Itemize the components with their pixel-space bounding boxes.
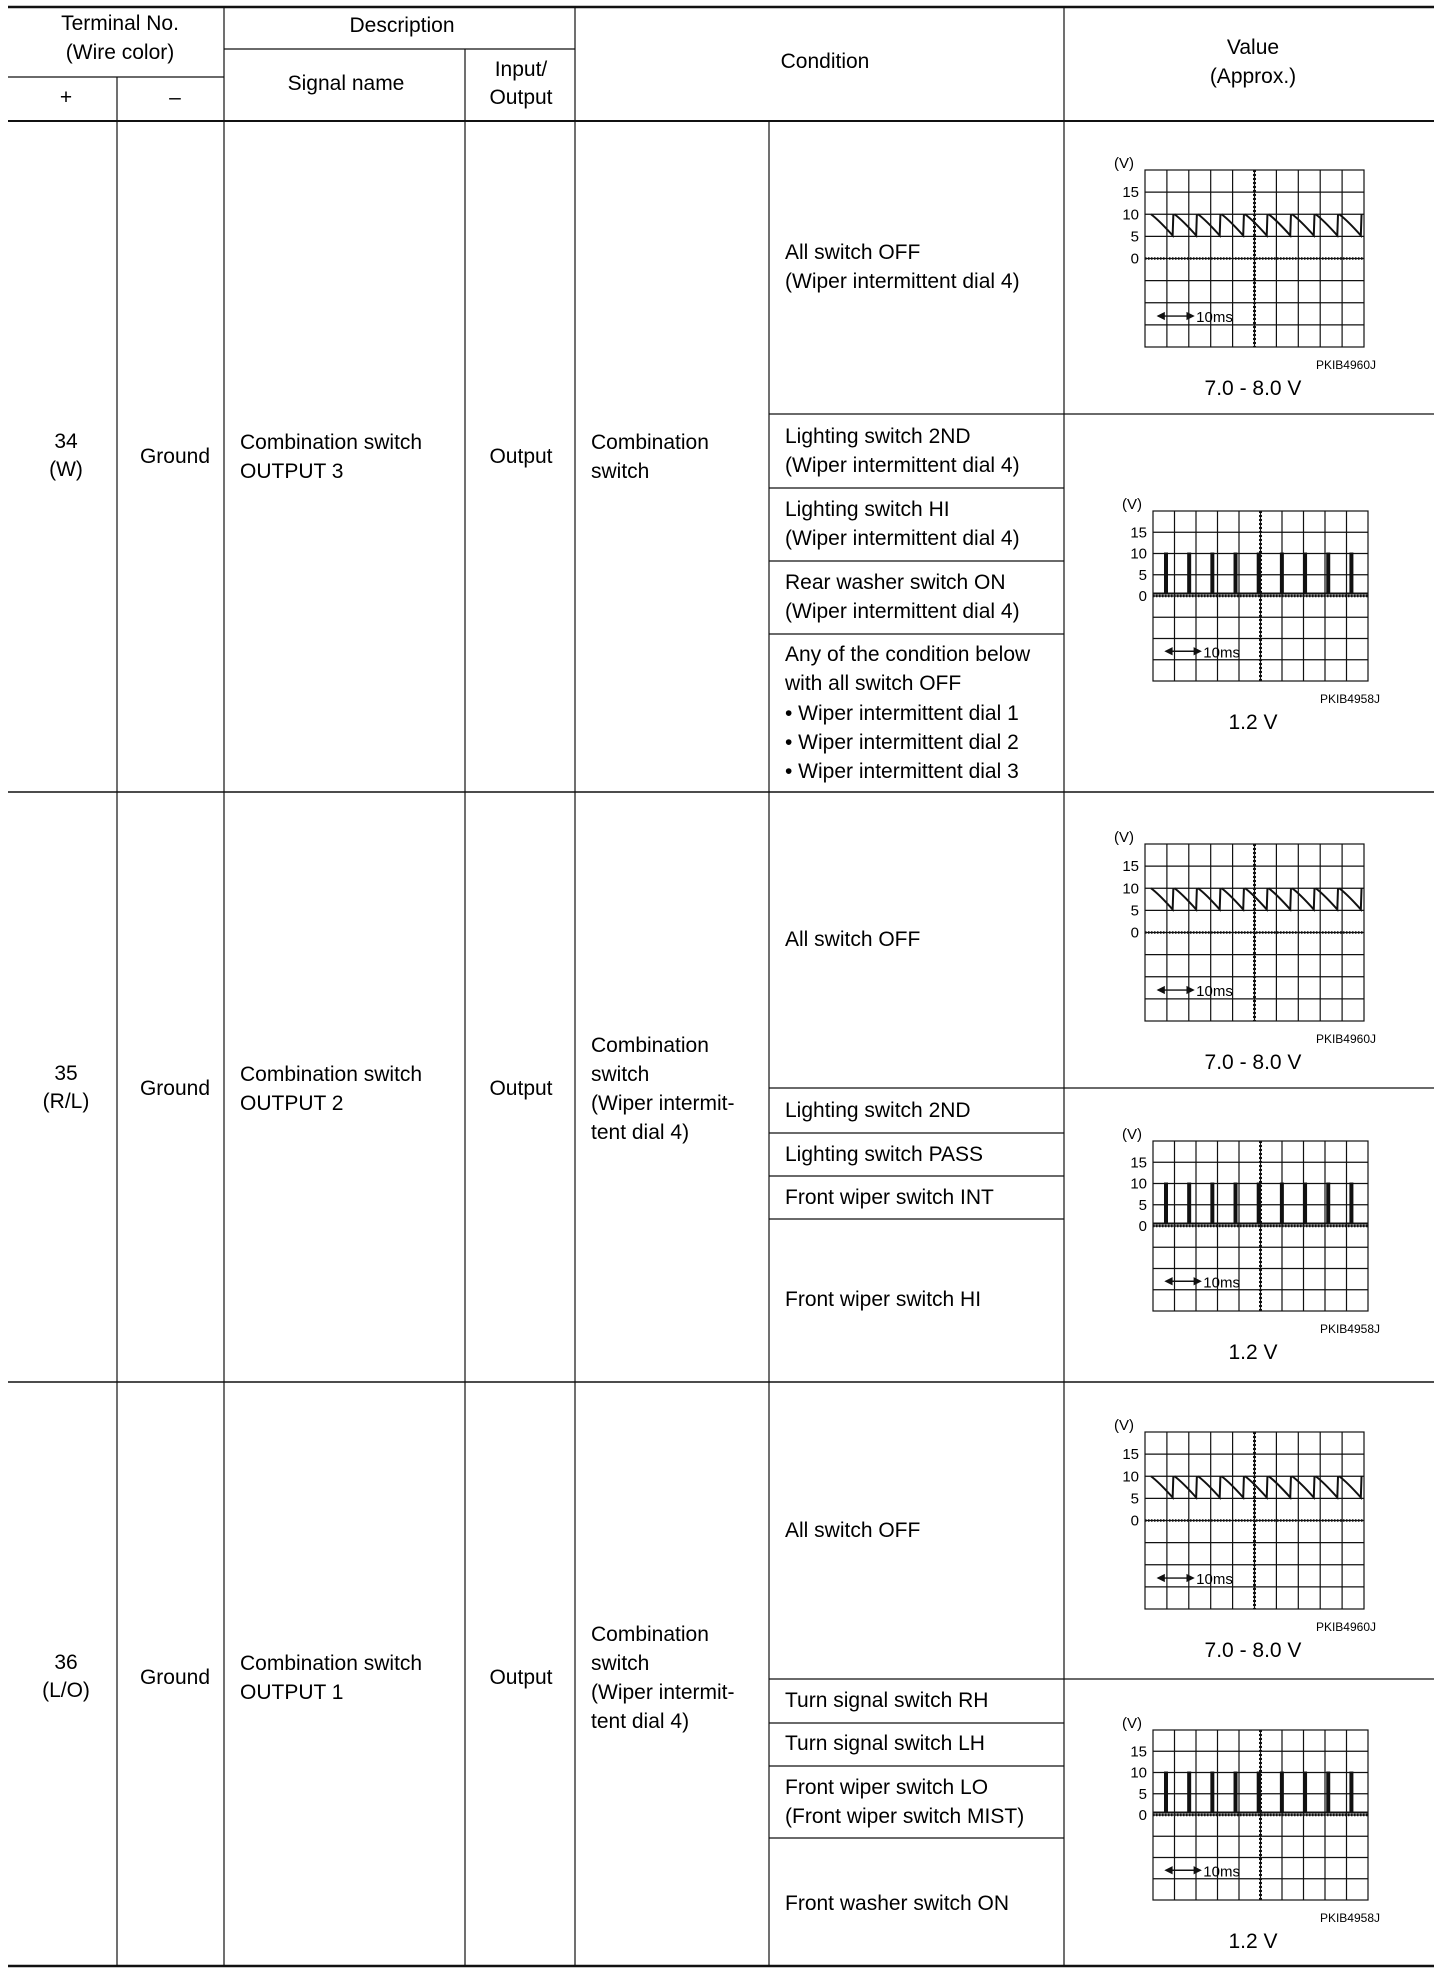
signal-name: Combination switch	[240, 1063, 423, 1086]
waveform-figure	[1122, 1126, 1380, 1364]
condition-main: Combination	[591, 431, 709, 454]
scope-tick-label: 15	[1122, 184, 1139, 202]
condition-item: Lighting switch HI	[785, 498, 950, 521]
scope-tick-label: 0	[1130, 924, 1139, 942]
approx-value: 1.2 V	[1228, 711, 1278, 734]
condition-item: (Wiper intermittent dial 4)	[785, 454, 1020, 477]
timebase-label: 10ms	[1196, 983, 1233, 1001]
scope-tick-label: 10	[1130, 1764, 1147, 1782]
waveform-figure	[1114, 829, 1376, 1074]
condition-item: Turn signal switch LH	[785, 1732, 985, 1755]
header-description: Description	[349, 14, 455, 37]
wire-color: (W)	[49, 458, 83, 481]
scope-unit-label: (V)	[1122, 496, 1142, 513]
condition-item: with all switch OFF	[785, 672, 962, 695]
waveform-trace	[1153, 554, 1368, 594]
scope-tick-label: 15	[1122, 858, 1139, 876]
header-minus: –	[169, 86, 181, 109]
table-header	[60, 12, 1296, 109]
timebase-label: 10ms	[1196, 309, 1233, 327]
condition-item: Front wiper switch INT	[785, 1186, 994, 1209]
table-row	[49, 241, 1031, 783]
scope-tick-label: 5	[1138, 1196, 1147, 1214]
condition-main: tent dial 4)	[591, 1710, 690, 1733]
scope-tick-label: 5	[1138, 566, 1147, 584]
figure-code: PKIB4960J	[1315, 1620, 1376, 1634]
figure-code: PKIB4960J	[1315, 1032, 1376, 1046]
scope-grid	[1153, 1141, 1368, 1311]
scope-tick-label: 5	[1130, 1490, 1139, 1508]
approx-value: 7.0 - 8.0 V	[1204, 1639, 1302, 1662]
waveform-trace	[1151, 214, 1362, 235]
timebase-label: 10ms	[1203, 1863, 1240, 1881]
scope-unit-label: (V)	[1114, 1417, 1134, 1434]
waveform-figure	[1122, 496, 1380, 734]
scope-unit-label: (V)	[1122, 1715, 1142, 1732]
timebase-label: 10ms	[1196, 1571, 1233, 1589]
terminal-number: 36	[54, 1651, 78, 1674]
condition-main: switch	[591, 1652, 650, 1675]
timebase-marker	[1166, 1867, 1200, 1873]
ground-terminal: Ground	[139, 445, 211, 468]
scope-grid	[1153, 511, 1368, 681]
condition-item: • Wiper intermittent dial 2	[785, 731, 1019, 754]
timebase-marker	[1158, 987, 1193, 993]
waveform-trace	[1151, 1476, 1362, 1497]
timebase-marker	[1166, 648, 1200, 654]
condition-item: Any of the condition below	[785, 643, 1031, 666]
scope-grid	[1153, 1730, 1368, 1900]
ground-terminal: Ground	[139, 1077, 211, 1100]
signal-name: Combination switch	[240, 431, 423, 454]
ground-terminal: Ground	[139, 1666, 211, 1689]
scope-tick-label: 15	[1130, 1154, 1147, 1172]
condition-item: (Wiper intermittent dial 4)	[785, 270, 1020, 293]
scope-tick-label: 0	[1130, 250, 1139, 268]
signal-name: Combination switch	[240, 1652, 423, 1675]
timebase-marker	[1158, 313, 1193, 319]
header-condition: Condition	[780, 50, 870, 73]
header-io-line1: Input/	[494, 58, 548, 81]
wire-color: (L/O)	[42, 1679, 90, 1702]
scope-tick-label: 10	[1122, 1468, 1139, 1486]
terminal-number: 34	[54, 430, 78, 453]
condition-item: All switch OFF	[785, 1519, 921, 1542]
scope-tick-label: 10	[1122, 880, 1139, 898]
condition-item: Front wiper switch LO	[785, 1776, 989, 1799]
condition-item: All switch OFF	[785, 928, 921, 951]
condition-item: Lighting switch 2ND	[785, 1099, 971, 1122]
io-value: Output	[489, 1077, 553, 1100]
condition-item: • Wiper intermittent dial 1	[785, 702, 1019, 725]
signal-name: OUTPUT 3	[240, 460, 344, 483]
condition-main: switch	[591, 460, 650, 483]
signal-name: OUTPUT 2	[240, 1092, 344, 1115]
scope-tick-label: 15	[1130, 1743, 1147, 1761]
scope-tick-label: 0	[1138, 1218, 1147, 1235]
scope-tick-label: 0	[1130, 1512, 1139, 1530]
timebase-marker	[1166, 1278, 1200, 1284]
figure-code: PKIB4960J	[1315, 358, 1376, 372]
waveform-figure	[1122, 1715, 1380, 1953]
timebase-marker	[1158, 1575, 1193, 1581]
approx-value: 7.0 - 8.0 V	[1204, 377, 1302, 400]
header-signal-name: Signal name	[287, 72, 405, 95]
condition-item: Front washer switch ON	[785, 1892, 1010, 1915]
io-value: Output	[489, 1666, 553, 1689]
header-value: Value	[1226, 36, 1280, 59]
scope-tick-label: 5	[1138, 1785, 1147, 1803]
header-wire-color: (Wire color)	[65, 41, 175, 64]
approx-value: 1.2 V	[1228, 1341, 1278, 1364]
scope-tick-label: 10	[1122, 206, 1139, 224]
table-row	[43, 928, 994, 1311]
scope-unit-label: (V)	[1114, 155, 1134, 172]
condition-item: Lighting switch 2ND	[785, 425, 971, 448]
wire-color: (R/L)	[42, 1090, 90, 1113]
scope-tick-label: 10	[1130, 545, 1147, 563]
waveform-figure	[1114, 1417, 1376, 1662]
io-value: Output	[489, 445, 553, 468]
condition-main: Combination	[591, 1623, 709, 1646]
condition-main: (Wiper intermit-	[591, 1681, 735, 1704]
condition-item: Lighting switch PASS	[785, 1143, 984, 1166]
waveform-trace	[1151, 888, 1362, 909]
scope-tick-label: 0	[1138, 588, 1147, 605]
header-terminal-no: Terminal No.	[61, 12, 179, 35]
approx-value: 7.0 - 8.0 V	[1204, 1051, 1302, 1074]
terminal-number: 35	[54, 1062, 78, 1085]
header-io-line2: Output	[489, 86, 553, 109]
scope-tick-label: 5	[1130, 902, 1139, 920]
figure-code: PKIB4958J	[1319, 1911, 1380, 1925]
table-row	[42, 1519, 1024, 1915]
condition-item: Front wiper switch HI	[785, 1288, 982, 1311]
header-approx: (Approx.)	[1209, 65, 1297, 88]
condition-item: (Front wiper switch MIST)	[785, 1805, 1025, 1828]
condition-main: Combination	[591, 1034, 709, 1057]
condition-item: All switch OFF	[785, 241, 921, 264]
condition-item: Rear washer switch ON	[785, 571, 1006, 594]
header-plus: +	[59, 86, 73, 109]
scope-grid	[1145, 844, 1364, 1021]
scope-tick-label: 0	[1138, 1807, 1147, 1824]
condition-main: tent dial 4)	[591, 1121, 690, 1144]
waveform-trace	[1153, 1773, 1368, 1813]
scope-tick-label: 5	[1130, 228, 1139, 246]
condition-item: • Wiper intermittent dial 3	[785, 760, 1019, 783]
condition-item: (Wiper intermittent dial 4)	[785, 600, 1020, 623]
signal-name: OUTPUT 1	[240, 1681, 344, 1704]
scope-tick-label: 15	[1130, 524, 1147, 542]
condition-item: (Wiper intermittent dial 4)	[785, 527, 1020, 550]
timebase-label: 10ms	[1203, 1274, 1240, 1292]
figure-code: PKIB4958J	[1319, 692, 1380, 706]
condition-main: (Wiper intermit-	[591, 1092, 735, 1115]
condition-main: switch	[591, 1063, 650, 1086]
scope-tick-label: 15	[1122, 1446, 1139, 1464]
waveform-figure	[1114, 155, 1376, 400]
scope-grid	[1145, 1432, 1364, 1609]
condition-item: Turn signal switch RH	[785, 1689, 989, 1712]
timebase-label: 10ms	[1203, 644, 1240, 662]
scope-grid	[1145, 170, 1364, 347]
approx-value: 1.2 V	[1228, 1930, 1278, 1953]
scope-unit-label: (V)	[1114, 829, 1134, 846]
waveform-trace	[1153, 1184, 1368, 1224]
scope-unit-label: (V)	[1122, 1126, 1142, 1143]
figure-code: PKIB4958J	[1319, 1322, 1380, 1336]
scope-tick-label: 10	[1130, 1175, 1147, 1193]
